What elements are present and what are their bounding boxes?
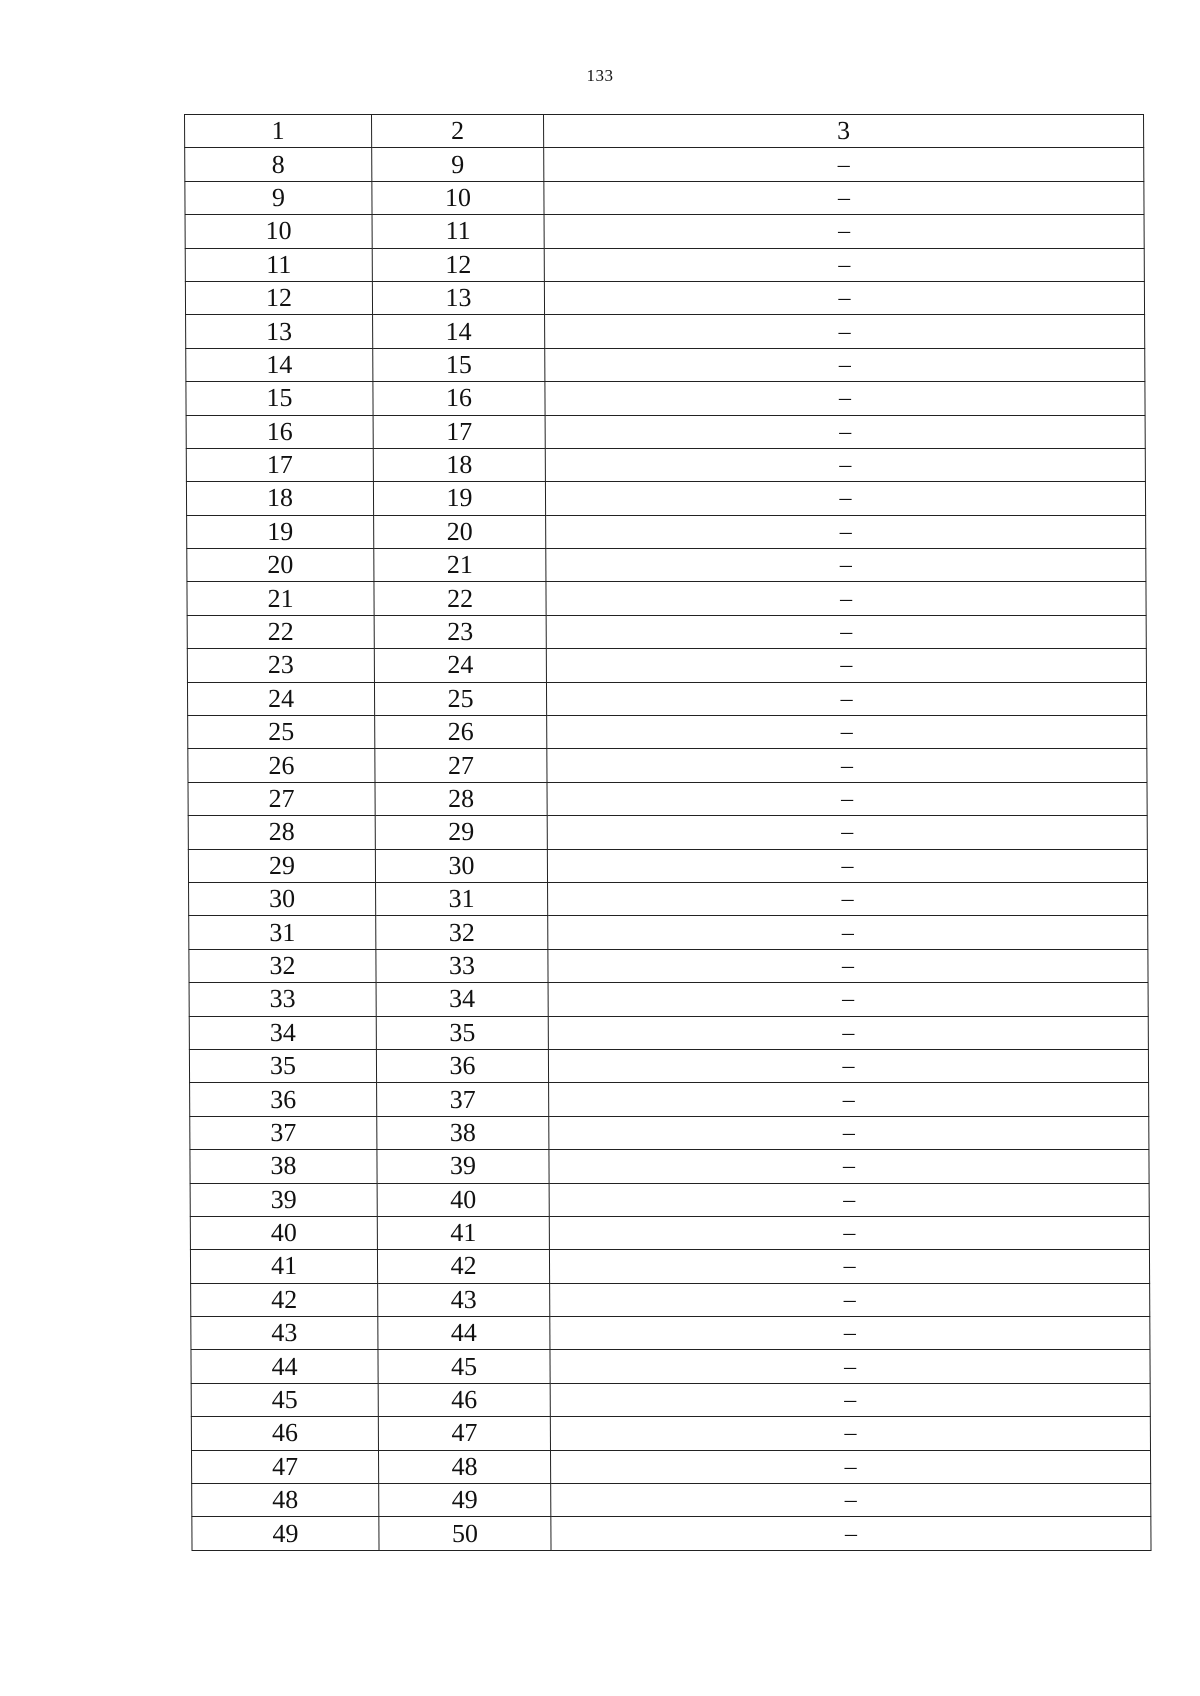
table-cell-col2: 14 — [373, 315, 545, 348]
table-cell-col1: 27 — [188, 782, 375, 815]
table-cell-col3: – — [547, 816, 1147, 849]
table-cell-col1: 9 — [185, 181, 372, 214]
table-cell-col3: – — [548, 1016, 1148, 1049]
table-cell-col1: 48 — [192, 1484, 379, 1517]
table-cell-col1: 19 — [187, 515, 374, 548]
table-cell-col1: 28 — [188, 816, 375, 849]
table-cell-col3: – — [547, 782, 1147, 815]
table-cell-col3: – — [549, 1083, 1149, 1116]
table-cell-col1: 41 — [190, 1250, 377, 1283]
table-cell-col3: – — [546, 615, 1146, 648]
table-cell-col2: 46 — [378, 1383, 550, 1416]
table-cell-col3: – — [550, 1350, 1150, 1383]
table-row — [189, 1049, 1148, 1082]
table-cell-col3: – — [549, 1116, 1149, 1149]
table-row — [187, 582, 1146, 615]
table-cell-col2: 16 — [373, 382, 545, 415]
table-cell-col3: – — [544, 248, 1144, 281]
table-cell-col3: – — [546, 649, 1146, 682]
table-cell-col2: 30 — [375, 849, 547, 882]
table-cell-col2: 28 — [375, 782, 547, 815]
table-cell-col1: 11 — [185, 248, 372, 281]
table-cell-col3: – — [549, 1250, 1149, 1283]
table-cell-col1: 16 — [186, 415, 373, 448]
table-cell-col2: 44 — [378, 1317, 550, 1350]
table-cell-col3: – — [545, 348, 1145, 381]
table-cell-col1: 15 — [186, 382, 373, 415]
table-cell-col2: 22 — [374, 582, 546, 615]
table-cell-col1: 40 — [190, 1216, 377, 1249]
table-cell-col1: 34 — [189, 1016, 376, 1049]
table-cell-col1: 39 — [190, 1183, 377, 1216]
table-cell-col1: 25 — [188, 716, 375, 749]
table-cell-col3: – — [550, 1417, 1150, 1450]
table-row — [188, 816, 1147, 849]
table-cell-col2: 12 — [372, 248, 544, 281]
table-row — [185, 181, 1144, 214]
table-cell-col2: 41 — [377, 1216, 549, 1249]
header-cell-col2: 2 — [372, 115, 544, 148]
table-cell-col3: – — [545, 315, 1145, 348]
table-row — [185, 215, 1144, 248]
table-row — [186, 315, 1145, 348]
table-cell-col2: 21 — [374, 549, 546, 582]
table-cell-col1: 24 — [187, 682, 374, 715]
table-row — [187, 515, 1146, 548]
table-cell-col2: 27 — [375, 749, 547, 782]
table-cell-col1: 13 — [186, 315, 373, 348]
table-row — [191, 1417, 1150, 1450]
table-cell-col3: – — [544, 181, 1144, 214]
table-cell-col3: – — [550, 1283, 1150, 1316]
table-cell-col2: 34 — [376, 983, 548, 1016]
table-cell-col2: 39 — [377, 1150, 549, 1183]
table-cell-col2: 20 — [374, 515, 546, 548]
table-cell-col3: – — [550, 1317, 1150, 1350]
table-cell-col1: 17 — [186, 448, 373, 481]
table-cell-col2: 36 — [376, 1049, 548, 1082]
table-row — [185, 148, 1144, 181]
table-cell-col3: – — [546, 549, 1146, 582]
table-cell-col3: – — [544, 215, 1144, 248]
table-cell-col2: 33 — [376, 949, 548, 982]
table-row — [191, 1317, 1150, 1350]
table-cell-col1: 22 — [187, 615, 374, 648]
table-cell-col2: 23 — [374, 615, 546, 648]
table-cell-col1: 36 — [190, 1083, 377, 1116]
table-row — [190, 1083, 1149, 1116]
table-cell-col1: 33 — [189, 983, 376, 1016]
table-cell-col1: 44 — [191, 1350, 378, 1383]
table-cell-col2: 13 — [372, 281, 544, 314]
table-cell-col1: 26 — [188, 749, 375, 782]
table-cell-col2: 50 — [379, 1517, 551, 1550]
table-cell-col1: 8 — [185, 148, 372, 181]
table-cell-col1: 10 — [185, 215, 372, 248]
table-cell-col3: – — [550, 1450, 1150, 1483]
table-cell-col3: – — [551, 1484, 1151, 1517]
table-cell-col3: – — [548, 983, 1148, 1016]
table-cell-col1: 32 — [189, 949, 376, 982]
table-cell-col3: – — [545, 448, 1145, 481]
table-row — [186, 348, 1145, 381]
table-cell-col3: – — [547, 716, 1147, 749]
table-cell-col2: 19 — [373, 482, 545, 515]
table-cell-col2: 49 — [379, 1484, 551, 1517]
table-cell-col3: – — [549, 1216, 1149, 1249]
table-row — [189, 882, 1148, 915]
table-cell-col1: 42 — [191, 1283, 378, 1316]
table-row — [187, 549, 1146, 582]
table-row — [191, 1350, 1150, 1383]
table-cell-col2: 17 — [373, 415, 545, 448]
table-cell-col1: 12 — [185, 281, 372, 314]
table-header-row — [185, 115, 1144, 148]
table-cell-col2: 24 — [374, 649, 546, 682]
table-cell-col3: – — [545, 415, 1145, 448]
table-cell-col3: – — [550, 1383, 1150, 1416]
table-row — [191, 1283, 1150, 1316]
table-cell-col1: 35 — [189, 1049, 376, 1082]
table-cell-col2: 29 — [375, 816, 547, 849]
table-cell-col3: – — [551, 1517, 1151, 1550]
header-cell-col3: 3 — [544, 115, 1144, 148]
table-cell-col1: 14 — [186, 348, 373, 381]
data-table — [184, 114, 1152, 1551]
table-body — [185, 115, 1152, 1551]
table-cell-col1: 31 — [189, 916, 376, 949]
table-cell-col2: 25 — [374, 682, 546, 715]
table-row — [187, 615, 1146, 648]
table-row — [187, 649, 1146, 682]
table-cell-col1: 46 — [191, 1417, 378, 1450]
table-cell-col2: 37 — [377, 1083, 549, 1116]
table-cell-col3: – — [546, 515, 1146, 548]
table-cell-col3: – — [544, 148, 1144, 181]
table-cell-col1: 29 — [188, 849, 375, 882]
table-cell-col3: – — [549, 1150, 1149, 1183]
table-cell-col2: 45 — [378, 1350, 550, 1383]
table-cell-col2: 10 — [372, 181, 544, 214]
table-cell-col2: 48 — [378, 1450, 550, 1483]
table-cell-col1: 21 — [187, 582, 374, 615]
table-row — [189, 949, 1148, 982]
table-cell-col3: – — [548, 1049, 1148, 1082]
table-cell-col2: 15 — [373, 348, 545, 381]
table-cell-col2: 35 — [376, 1016, 548, 1049]
table-cell-col1: 20 — [187, 549, 374, 582]
table-cell-col3: – — [548, 949, 1148, 982]
table-row — [189, 983, 1148, 1016]
table-cell-col2: 31 — [376, 882, 548, 915]
table-cell-col3: – — [547, 849, 1147, 882]
table-cell-col3: – — [548, 882, 1148, 915]
table-cell-col3: – — [545, 382, 1145, 415]
table-row — [190, 1216, 1149, 1249]
table-row — [190, 1116, 1149, 1149]
table-cell-col1: 30 — [189, 882, 376, 915]
table-row — [188, 782, 1147, 815]
table-cell-col1: 49 — [192, 1517, 379, 1550]
table-cell-col2: 43 — [378, 1283, 550, 1316]
table-cell-col3: – — [546, 682, 1146, 715]
table-cell-col1: 43 — [191, 1317, 378, 1350]
table-cell-col3: – — [547, 749, 1147, 782]
table-row — [189, 1016, 1148, 1049]
table-row — [186, 382, 1145, 415]
table-row — [186, 415, 1145, 448]
table-cell-col3: – — [549, 1183, 1149, 1216]
table-cell-col2: 32 — [376, 916, 548, 949]
table-cell-col1: 45 — [191, 1383, 378, 1416]
table-row — [185, 248, 1144, 281]
table-cell-col2: 11 — [372, 215, 544, 248]
header-cell-col1: 1 — [185, 115, 372, 148]
table-cell-col3: – — [544, 281, 1144, 314]
table-row — [191, 1450, 1150, 1483]
table-row — [186, 482, 1145, 515]
table-row — [188, 849, 1147, 882]
page-number: 133 — [586, 66, 614, 85]
table-row — [191, 1383, 1150, 1416]
table-cell-col3: – — [545, 482, 1145, 515]
table-row — [192, 1517, 1151, 1550]
table-row — [188, 716, 1147, 749]
table-cell-col2: 47 — [378, 1417, 550, 1450]
table-cell-col2: 42 — [377, 1250, 549, 1283]
table-cell-col1: 23 — [187, 649, 374, 682]
table-cell-col2: 18 — [373, 448, 545, 481]
table-row — [192, 1484, 1151, 1517]
table-cell-col3: – — [548, 916, 1148, 949]
table-row — [190, 1150, 1149, 1183]
table-cell-col2: 26 — [375, 716, 547, 749]
table-cell-col1: 37 — [190, 1116, 377, 1149]
table-cell-col1: 18 — [186, 482, 373, 515]
table-row — [188, 749, 1147, 782]
data-table-container — [184, 114, 1144, 1551]
table-row — [190, 1183, 1149, 1216]
table-cell-col2: 38 — [377, 1116, 549, 1149]
table-row — [186, 448, 1145, 481]
table-cell-col2: 40 — [377, 1183, 549, 1216]
table-cell-col1: 38 — [190, 1150, 377, 1183]
table-cell-col2: 9 — [372, 148, 544, 181]
table-row — [187, 682, 1146, 715]
table-cell-col3: – — [546, 582, 1146, 615]
table-row — [190, 1250, 1149, 1283]
table-cell-col1: 47 — [191, 1450, 378, 1483]
table-row — [185, 281, 1144, 314]
table-row — [189, 916, 1148, 949]
